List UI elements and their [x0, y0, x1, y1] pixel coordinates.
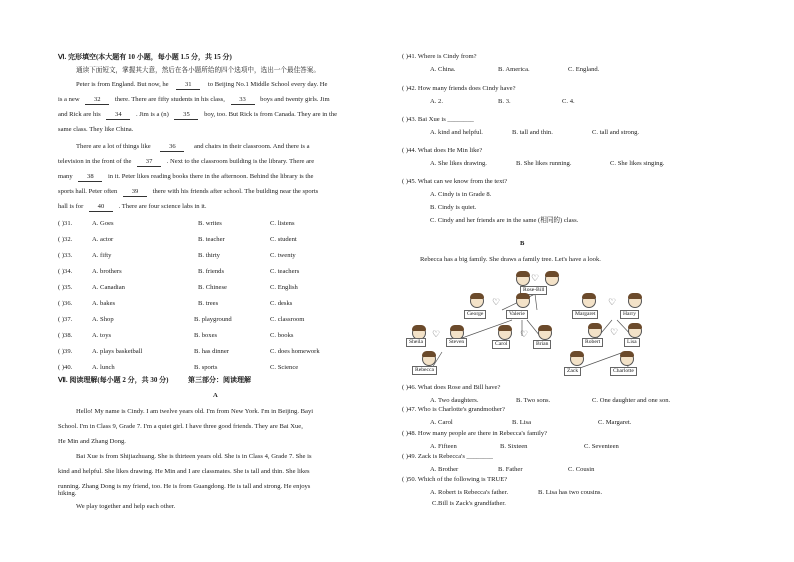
option-a: A. She likes drawing.	[430, 159, 487, 167]
option-c: C. books	[270, 332, 294, 339]
question-number: ( )31.	[58, 220, 73, 227]
face-icon	[628, 294, 642, 308]
option-a: A. Two daughters.	[430, 396, 479, 404]
option-b: B. playground	[194, 316, 232, 323]
question-number: ( )37.	[58, 316, 73, 323]
option-b: B. Chinese	[198, 284, 227, 291]
cloze-text: . There are four science labs in it.	[118, 203, 207, 210]
passage-line: hiking.	[58, 490, 77, 497]
node-zack: Zack	[564, 367, 581, 376]
node-carol: Carol	[492, 340, 510, 349]
passage-line: kind and helpful. She likes drawing. He Min and I are classmates. She is tall and thin. She likes	[58, 468, 310, 475]
node-steven: Steven	[446, 338, 467, 347]
passage-line: School. I'm in Class 9, Grade 7. I'm a quiet girl. I have three good friends. They are Bai Xue,	[58, 423, 303, 430]
face-icon	[470, 294, 484, 308]
option-a: A. brothers	[92, 268, 122, 275]
question-stem: ( )42. How many friends does Cindy have?	[402, 85, 516, 92]
cloze-text: many	[58, 173, 73, 180]
option-b: B. Lisa	[512, 418, 532, 426]
option-a: A. Fifteen	[430, 442, 457, 450]
node-harry: Harry	[620, 310, 639, 319]
face-icon	[628, 324, 642, 338]
option-b: B. 3.	[498, 97, 511, 105]
option-c: C. Cousin	[568, 465, 595, 473]
question-48	[402, 430, 684, 453]
cloze-question	[58, 284, 370, 294]
option-a: A. 2.	[430, 97, 444, 105]
option-b: B. Cindy is quiet.	[430, 203, 477, 211]
question-stem: ( )44. What does He Min like?	[402, 147, 483, 154]
question-45	[402, 178, 684, 225]
question-number: ( )34.	[58, 268, 73, 275]
left-column	[58, 0, 370, 562]
option-a: A. Robert is Rebecca's father.	[430, 488, 509, 496]
node-george: George	[464, 310, 486, 319]
question-50	[402, 476, 684, 508]
node-robert: Robert	[582, 338, 603, 347]
part3-title: 第三部分：阅读理解	[188, 376, 251, 384]
tree-line	[535, 294, 537, 310]
family-tree-lines	[402, 268, 684, 378]
cloze-question	[58, 332, 370, 342]
cloze-blank: 40	[89, 203, 113, 212]
option-a: A. Carol	[430, 418, 453, 426]
family-tree	[402, 268, 684, 378]
question-44	[402, 147, 684, 170]
passage-b-intro: Rebecca has a big family. She draws a family tree. Let's have a look.	[420, 256, 601, 263]
passage-line: Bai Xue is from Shijiazhuang. She is thirteen years old. She is in Class 4, Grade 7. She is	[76, 453, 312, 460]
option-c: C. 4.	[562, 97, 575, 105]
cloze-text: boys and twenty girls. Jim	[260, 96, 330, 103]
option-c: C. England.	[568, 65, 600, 73]
question-stem: ( )41. Where is Cindy from?	[402, 53, 477, 60]
cloze-text: to Beijing No.1 Middle School every day. He	[207, 81, 328, 88]
option-a: A. China.	[430, 65, 456, 73]
face-icon	[498, 326, 512, 340]
cloze-blank: 31	[176, 81, 200, 90]
cloze-question	[58, 236, 370, 246]
cloze-blank: 33	[231, 96, 255, 105]
option-c: C. Seventeen	[584, 442, 619, 450]
face-icon	[538, 326, 552, 340]
cloze-blank: 39	[123, 188, 147, 197]
option-a: A. toys	[92, 332, 112, 339]
node-brian: Brian	[533, 340, 551, 349]
cloze-text: . Jim is a (n)	[135, 111, 169, 118]
option-c: C. Margaret.	[598, 418, 632, 426]
cloze-question	[58, 268, 370, 278]
option-b: B. writes	[198, 220, 222, 227]
cloze-question	[58, 364, 370, 374]
question-number: ( )38.	[58, 332, 73, 339]
question-number: ( )39.	[58, 348, 73, 355]
option-a: A. bakes	[92, 300, 116, 307]
option-b: B. Father	[498, 465, 523, 473]
heart-icon: ♡	[610, 327, 619, 337]
face-icon	[422, 352, 436, 366]
option-b: B. friends	[198, 268, 225, 275]
option-c: C. listens	[270, 220, 295, 227]
option-b: B. has dinner	[194, 348, 229, 355]
option-c: C. Cindy and her friends are in the same (相同的) class.	[430, 216, 579, 224]
question-stem: ( )49. Zack is Rebecca's ________	[402, 453, 493, 460]
face-icon	[516, 294, 530, 308]
face-icon	[582, 294, 596, 308]
option-c: C. Science	[270, 364, 299, 371]
option-c: C. English	[270, 284, 298, 291]
cloze-question	[58, 316, 370, 326]
option-a: A. Shop	[92, 316, 114, 323]
option-c: C. One daughter and one son.	[592, 396, 671, 404]
option-b: B. boxes	[194, 332, 218, 339]
face-icon	[620, 352, 634, 366]
passage-a-label: A	[213, 392, 218, 399]
right-column	[402, 0, 684, 562]
heart-icon: ♡	[492, 297, 501, 307]
cloze-question	[58, 252, 370, 262]
question-43	[402, 116, 684, 139]
node-valerie: Valerie	[506, 310, 528, 319]
cloze-question	[58, 348, 370, 358]
question-stem: ( )45. What can we know from the text?	[402, 178, 508, 185]
option-b: B. tall and thin.	[512, 128, 553, 136]
heart-icon: ♡	[432, 329, 441, 339]
option-a: A. actor	[92, 236, 114, 243]
heart-icon: ♡	[608, 297, 617, 307]
face-icon	[516, 272, 530, 286]
question-41	[402, 53, 684, 76]
heart-icon: ♡	[531, 273, 540, 283]
cloze-question	[58, 300, 370, 310]
question-stem: ( )47. Who is Charlotte's grandmother?	[402, 406, 505, 413]
question-47	[402, 406, 684, 429]
node-lisa: Lisa	[624, 338, 640, 347]
face-icon	[570, 352, 584, 366]
question-42	[402, 85, 684, 108]
option-a: A. Goes	[92, 220, 114, 227]
question-number: ( )36.	[58, 300, 73, 307]
option-c: C. desks	[270, 300, 293, 307]
face-icon	[588, 324, 602, 338]
section6-title: Ⅵ. 完形填空(本大题有 10 小题，每小题 1.5 分，共 15 分)	[58, 53, 232, 61]
node-rose-bill: Rose-Bill	[520, 286, 547, 295]
option-b: B. Lisa has two cousins.	[538, 488, 603, 496]
face-icon	[545, 272, 559, 286]
option-c: C. twenty	[270, 252, 296, 259]
cloze-text: and chairs in their classroom. And there is a	[194, 143, 310, 150]
option-c: C. classroom	[270, 316, 305, 323]
section6-instruction: 通读下面短文，掌握其大意，然后在各小题所给的四个选项中，选出一个最佳答案。	[76, 67, 320, 74]
option-a: A. Cindy is in Grade 8.	[430, 190, 492, 198]
option-c: C. teachers	[270, 268, 300, 275]
cloze-text: . Next to the classroom building is the library. There are	[166, 158, 315, 165]
passage-line: He Min and Zhang Dong.	[58, 438, 126, 445]
passage-line: We play together and help each other.	[76, 503, 176, 510]
passage-line: running. Zhang Dong is my friend, too. He is from Guangdong. He is tall and strong. He enjoys	[58, 483, 311, 490]
option-a: A. Canadian	[92, 284, 125, 291]
question-stem: ( )46. What does Rose and Bill have?	[402, 384, 501, 391]
option-c: C.Bill is Zack's grandfather.	[432, 499, 506, 507]
option-b: B. America.	[498, 65, 530, 73]
cloze-text: there with his friends after school. The building near the sports	[152, 188, 319, 195]
option-c: C. tall and strong.	[592, 128, 640, 136]
question-stem: ( )48. How many people are there in Rebecca's family?	[402, 430, 548, 437]
question-number: ( )35.	[58, 284, 73, 291]
cloze-text: and Rick are his	[58, 111, 101, 118]
cloze-blank: 37	[137, 158, 161, 167]
option-c: C. She likes singing.	[610, 159, 665, 167]
cloze-blank: 38	[78, 173, 102, 182]
passage-line: Hello! My name is Cindy. I am twelve years old. I'm from New York. I'm in Beijing. Bayi	[76, 408, 314, 415]
option-b: B. teacher	[198, 236, 225, 243]
option-c: C. student	[270, 236, 297, 243]
node-rebecca: Rebecca	[412, 366, 437, 375]
option-b: B. trees	[198, 300, 219, 307]
cloze-text: television in the front of the	[58, 158, 132, 165]
option-b: B. thirty	[198, 252, 220, 259]
cloze-blank: 32	[85, 96, 109, 105]
node-charlotte: Charlotte	[610, 367, 637, 376]
cloze-text: there. There are fifty students in his class,	[114, 96, 225, 103]
cloze-text: Peter is from England. But now, he	[76, 81, 169, 88]
option-a: A. fifty	[92, 252, 112, 259]
cloze-text: There are a lot of things like	[76, 143, 151, 150]
option-b: B. Two sons.	[516, 396, 551, 404]
question-49	[402, 453, 684, 476]
node-margaret: Margaret	[572, 310, 598, 319]
cloze-text: hall is for	[58, 203, 84, 210]
question-number: ( )40.	[58, 364, 73, 371]
heart-icon: ♡	[520, 329, 529, 339]
node-sheila: Sheila	[406, 338, 426, 347]
question-stem: ( )50. Which of the following is TRUE?	[402, 476, 508, 483]
option-a: A. lunch	[92, 364, 115, 371]
option-a: A. Brother	[430, 465, 459, 473]
option-b: B. Sixteen	[500, 442, 528, 450]
question-46	[402, 384, 684, 407]
cloze-text: in it. Peter likes reading books there in the afternoon. Behind the library is the	[107, 173, 314, 180]
question-stem: ( )43. Bai Xue is ________	[402, 116, 474, 123]
cloze-blank: 34	[106, 111, 130, 120]
cloze-blank: 35	[174, 111, 198, 120]
question-number: ( )32.	[58, 236, 73, 243]
cloze-text: same class. They like China.	[58, 126, 134, 133]
option-b: B. sports	[194, 364, 218, 371]
tree-line	[580, 352, 624, 368]
question-number: ( )33.	[58, 252, 73, 259]
option-c: C. does homework	[270, 348, 320, 355]
cloze-question	[58, 220, 370, 230]
cloze-blank: 36	[160, 143, 184, 152]
passage-b-label: B	[520, 240, 525, 247]
section7-title: Ⅶ. 阅读理解(每小题 2 分，共 30 分)	[58, 376, 169, 384]
option-b: B. She likes running.	[516, 159, 572, 167]
cloze-text: is a new	[58, 96, 80, 103]
cloze-text: boy, too. But Rick is from Canada. They are in the	[204, 111, 338, 118]
option-a: A. plays basketball	[92, 348, 143, 355]
option-a: A. kind and helpful.	[430, 128, 483, 136]
cloze-text: sports hall. Peter often	[58, 188, 118, 195]
